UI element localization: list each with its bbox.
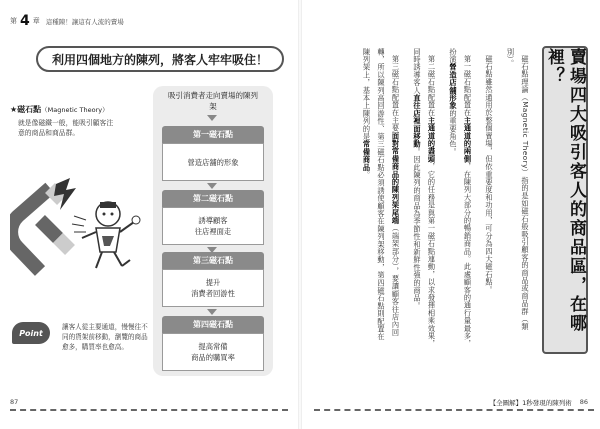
body-text: 磁石點雖然通用於整個賣場，但依重要度和功用，可分為四大磁石點。	[485, 55, 494, 294]
magnet-step-3	[162, 252, 264, 307]
right-heading-box	[542, 46, 588, 354]
body-text: 。因此陳列的商品為季節性和新鮮性強的商品。	[413, 148, 422, 310]
step-title: 第一磁石點	[162, 126, 264, 143]
body-text: 第二磁石點配置在	[427, 55, 437, 117]
lightning-bolt-icon	[54, 178, 76, 210]
chapter-header	[10, 10, 170, 32]
motion-lines-icon	[72, 216, 86, 232]
emphasis-text: 營造店舖形象	[449, 63, 458, 110]
point-badge: Point	[12, 322, 50, 344]
magnet-heading-label: ★磁石點	[10, 105, 42, 114]
emphasis-text: 直往店裡面移動	[413, 94, 422, 149]
step-body	[162, 269, 264, 307]
magnet-heading	[10, 104, 109, 115]
step-title: 第三磁石點	[162, 252, 264, 269]
step-title: 第四磁石點	[162, 316, 264, 333]
page-number-left: 87	[10, 398, 19, 406]
step-body	[162, 143, 264, 181]
flow-top-label: 吸引消費者走向賣場的陳列架	[168, 91, 258, 111]
step-line: 營造店舖的形象	[187, 157, 239, 167]
magnet-description: 就是像磁鐵一般，能吸引顧客注意的商品和商品群。	[18, 119, 114, 137]
step-line: 提升	[205, 278, 221, 287]
body-paragraph	[359, 48, 403, 348]
body-paragraph	[410, 48, 439, 348]
step-line: 提高常備	[198, 342, 228, 351]
step-title: 第二磁石點	[162, 190, 264, 207]
left-page	[0, 0, 298, 429]
body-text: 。	[362, 171, 372, 179]
right-body-text	[324, 48, 532, 348]
body-text: （端架部分），要讓顧客往店內回轉，所以陳列高回游性、第三磁石點必須誘使顧客在陳列架移動，第四磁石點則配置在陳列架上，基本上陳列的是	[362, 48, 401, 341]
body-text: 第一磁石點配置在	[463, 55, 473, 117]
step-line: 誘導顧客	[198, 216, 228, 225]
body-paragraph	[482, 48, 497, 348]
body-text: ，在陳列大部分的暢銷商品。此處顧客的通行量最多，扮演	[449, 48, 473, 348]
body-text: 磁石點理論（Magnetic Theory）指的是如磁石般吸引顧客的商品或商品群（類別）。	[506, 48, 530, 331]
magnet-step-1	[162, 126, 264, 181]
emphasis-text: 常備商品	[362, 140, 372, 172]
right-page	[302, 0, 600, 429]
step-body	[162, 207, 264, 245]
footer-series-title: 【全圖解】1秒發現的陳列術	[489, 399, 572, 407]
arrow-down-icon	[207, 183, 217, 189]
emphasis-text: 主通道的盡頭	[427, 116, 437, 163]
step-line: 商品的購買率	[191, 353, 235, 362]
body-text: 第三磁石點配置在主要	[391, 55, 401, 133]
chapter-suffix: 章	[32, 17, 40, 25]
magnet-theory-label: （Magnetic Theory）	[41, 106, 109, 114]
body-text: ，它的任務是與第一磁石點連動，以求發揮相乘效果，同時誘導客人	[413, 48, 437, 348]
arrow-down-icon	[207, 309, 217, 315]
chapter-number: 4	[20, 13, 30, 29]
footer-right	[490, 398, 588, 407]
section-banner: 利用四個地方的陳列，將客人牢牢吸住！	[36, 46, 284, 72]
step-body	[162, 333, 264, 371]
chapter-title: 這種陳！讓這有人流的賣場	[45, 17, 124, 26]
emphasis-text: 主通道的兩側	[463, 116, 473, 163]
footer-rule-left	[10, 409, 288, 411]
step-line: 往店裡面走	[194, 227, 232, 236]
footer-rule-right	[314, 409, 594, 411]
point-text: 讓客人從主要通道，慢慢往不同的貨架前移動，瀏覽的商品愈多，購買率也愈高。	[62, 323, 148, 351]
body-paragraph	[446, 48, 475, 348]
step-line: 消費者回游性	[191, 289, 235, 298]
emphasis-text: 面對常備商品的陳列架尾端	[391, 132, 401, 225]
chapter-prefix: 第	[10, 17, 17, 25]
horseshoe-magnet-icon	[11, 188, 70, 271]
magnet-step-4	[162, 316, 264, 371]
magnet-step-2	[162, 190, 264, 245]
magnet-illustration	[10, 176, 150, 286]
body-paragraph	[503, 48, 532, 348]
body-text: 的重要角色。	[449, 109, 458, 156]
right-heading: 賣場四大吸引客人的商品區，在哪裡？	[544, 48, 586, 333]
pulled-person-icon	[82, 202, 140, 268]
arrow-down-icon	[207, 115, 217, 121]
page-number-right: 86	[579, 398, 588, 406]
